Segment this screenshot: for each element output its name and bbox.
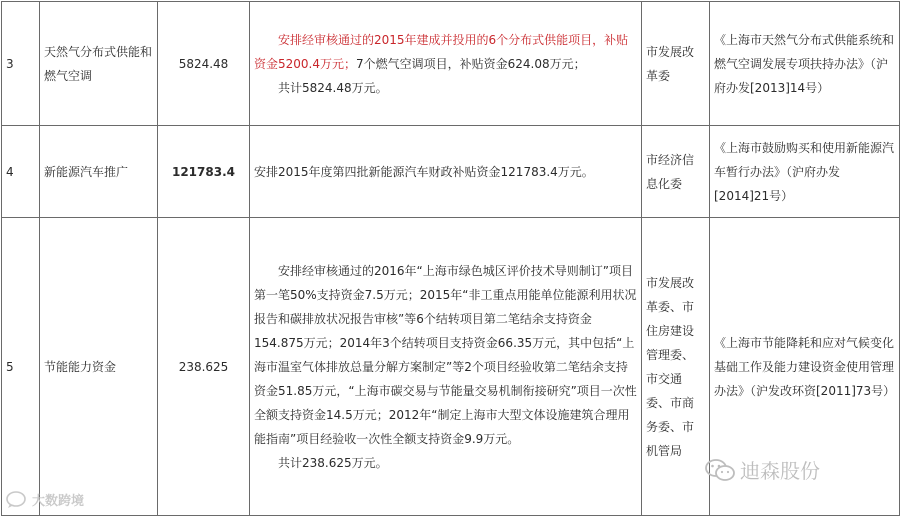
policy-basis: 《上海市鼓励购买和使用新能源汽车暂行办法》（沪府办发[2014]21号） [710,126,900,218]
description-text: 安排2015年度第四批新能源汽车财政补贴资金121783.4万元。 [254,164,594,179]
project-name: 新能源汽车推广 [40,126,158,218]
chat-bubble-icon [6,491,28,509]
row-number: 4 [2,126,40,218]
row-number: 5 [2,218,40,516]
watermark-right [704,455,820,484]
department: 市经济信息化委 [642,126,710,218]
watermark-right-text: 迪森股份 [740,459,820,483]
watermark-left-text: 大数跨境 [32,494,85,509]
watermark-left [6,490,84,509]
amount: 238.625 [158,218,250,516]
amount: 121783.4 [158,126,250,218]
description [250,2,642,126]
wechat-icon [704,457,736,483]
description-highlight: 安排经审核通过的2015年建成并投用的6个分布式供能项目，补贴资金5200.4万元； [254,32,629,71]
description-total: 共计238.625万元。 [278,455,388,470]
description-text: 安排经审核通过的2016年“上海市绿色城区评价技术导则制订”项目第一笔50%支持资金7.5万元；2015年“非工重点用能单位能源利用状况报告和碳排放状况报告审核”等6个结转项目第二笔结余支持资金154.875万元；2014年3个结转项目支持资金66.35万元，其中包括“上海市温室气体排放总量分解方案制定”等2个项目经验收第二笔结余支持资金51.85万元，“上海市碳交易与节能量交易机制衔接研究”项目一次性全额支持资金14.5万元；2012年“制定上海市大型文体设施建筑合理用能指南”项目经验收一次性全额支持资金9.9万元。 [254,263,637,446]
department: 市发展改革委、市住房建设管理委、市交通委、市商务委、市机管局 [642,218,710,516]
description-total: 共计5824.48万元。 [278,80,388,95]
description-text: 7个燃气空调项目，补贴资金624.08万元； [356,56,586,71]
amount: 5824.48 [158,2,250,126]
policy-basis: 《上海市节能降耗和应对气候变化基础工作及能力建设资金使用管理办法》（沪发改环资[2011]73号） [710,218,900,516]
funding-table [1,1,900,516]
policy-basis: 《上海市天然气分布式供能系统和燃气空调发展专项扶持办法》（沪府办发[2013]14号） [710,2,900,126]
table-row [2,2,900,126]
description [250,126,642,218]
description [250,218,642,516]
project-name: 天然气分布式供能和燃气空调 [40,2,158,126]
department: 市发展改革委 [642,2,710,126]
project-name: 节能能力资金 [40,218,158,516]
row-number: 3 [2,2,40,126]
table-row [2,126,900,218]
